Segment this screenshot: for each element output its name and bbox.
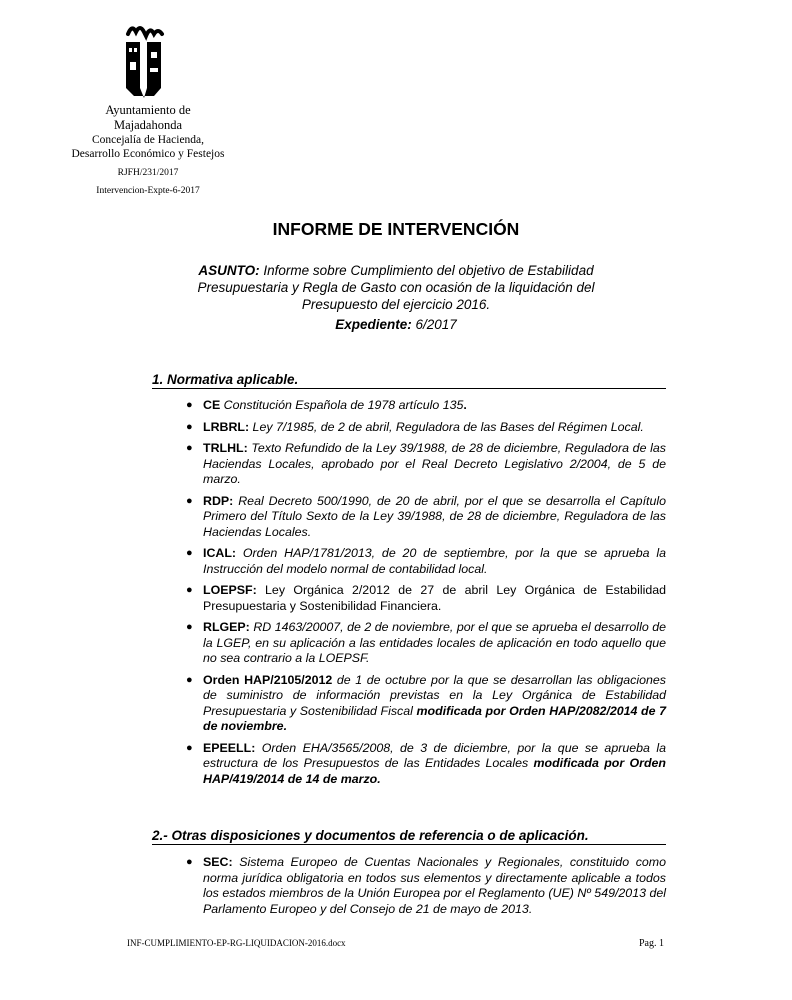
item-abbr: TRLHL: bbox=[203, 441, 248, 455]
item-abbr: RLGEP: bbox=[203, 620, 250, 634]
list-item bbox=[186, 673, 666, 735]
otras-disposiciones-list bbox=[186, 855, 666, 917]
section2-heading: 2.- Otras disposiciones y documentos de referencia o de aplicación. bbox=[152, 828, 666, 845]
bullet-icon: ● bbox=[186, 399, 193, 411]
item-abbr: LRBRL: bbox=[203, 419, 250, 434]
item-text: de 1 de octubre por la que se desarrollan las obligaciones de suministro de información previstas en la Ley Orgánica de Estabilidad Presupuestaria y Sostenibilidad Fiscal bbox=[203, 672, 666, 718]
org-name-line2: Majadahonda bbox=[113, 118, 183, 132]
bullet-icon: ● bbox=[186, 494, 193, 507]
item-abbr: EPEELL: bbox=[203, 740, 256, 755]
item-abbr: LOEPSF: bbox=[203, 583, 257, 597]
bullet-icon: ● bbox=[186, 673, 193, 686]
list-item bbox=[186, 441, 666, 488]
item-text: RD 1463/20007, de 2 de noviembre, por el que se aprueba el desarrollo de la LGEP, en su aplicación a las entidades locales de aplicación en todo aquello que no sea contrario a la LOEPSF. bbox=[203, 620, 666, 665]
coat-of-arms-icon bbox=[120, 22, 168, 100]
item-tail: modificada por Orden HAP/419/2014 de 14 de marzo. bbox=[203, 756, 666, 786]
asunto-block bbox=[190, 262, 602, 313]
asunto-label: ASUNTO: bbox=[198, 263, 260, 278]
list-item bbox=[186, 420, 666, 436]
item-abbr: RDP: bbox=[203, 493, 234, 508]
document-title: INFORME DE INTERVENCIÓN bbox=[272, 219, 520, 239]
footer-page-number: Pag. 1 bbox=[639, 938, 664, 949]
bullet-icon: ● bbox=[186, 621, 193, 633]
list-item bbox=[186, 741, 666, 788]
list-item bbox=[186, 494, 666, 541]
dept-line2: Desarrollo Económico y Festejos bbox=[71, 148, 225, 160]
bullet-icon: ● bbox=[186, 856, 193, 868]
bullet-icon: ● bbox=[186, 584, 193, 596]
bullet-icon: ● bbox=[186, 420, 193, 433]
item-text: Orden EHA/3565/2008, de 3 de diciembre, por la que se aprueba la estructura de los Presupuestos de las Entidades Locales bbox=[203, 740, 666, 770]
file-code: Intervencion-Expte-6-2017 bbox=[96, 186, 200, 196]
item-abbr: Orden HAP/2105/2012 bbox=[203, 672, 333, 687]
list-item bbox=[186, 583, 666, 614]
item-text: Ley 7/1985, de 2 de abril, Reguladora de las Bases del Régimen Local. bbox=[249, 419, 644, 434]
asunto-text: Informe sobre Cumplimiento del objetivo de Estabilidad Presupuestaria y Regla de Gasto con ocasión de la liquidación del Presupuesto del ejercicio 2016. bbox=[197, 263, 595, 312]
footer-filename: INF-CUMPLIMIENTO-EP-RG-LIQUIDACION-2016.docx bbox=[127, 938, 346, 948]
expediente-label: Expediente: bbox=[335, 317, 412, 332]
item-text: Orden HAP/1781/2013, de 20 de septiembre, por la que se aprueba la Instrucción del modelo normal de contabilidad local. bbox=[203, 546, 666, 576]
bullet-icon: ● bbox=[186, 741, 193, 754]
dept-line1: Concejalía de Hacienda, bbox=[91, 134, 205, 146]
normativa-list bbox=[186, 398, 666, 787]
item-abbr: SEC: bbox=[203, 855, 233, 869]
item-text: Sistema Europeo de Cuentas Nacionales y Regionales, constituido como norma jurídica obligatoria en todos sus elementos y directamente aplicable a todos los estados miembros de la Unión Europea por el Reglamento (UE) Nº 549/2013 del Parlamento Europeo y del Consejo de 21 de mayo de 2013. bbox=[203, 855, 666, 916]
item-abbr: CE bbox=[203, 398, 221, 412]
list-item bbox=[186, 620, 666, 667]
bullet-icon: ● bbox=[186, 547, 193, 559]
item-text: Texto Refundido de la Ley 39/1988, de 28 de diciembre, Reguladora de las Haciendas Locales, aprobado por el Real Decreto Legislativo 2/2004, de 5 de marzo. bbox=[203, 441, 666, 486]
list-item bbox=[186, 546, 666, 577]
list-item bbox=[186, 855, 666, 917]
expediente-line bbox=[0, 317, 792, 332]
ref-code: RJFH/231/2017 bbox=[117, 168, 179, 178]
org-name-line1: Ayuntamiento de bbox=[105, 103, 191, 117]
item-tail: . bbox=[463, 398, 467, 412]
item-abbr: ICAL: bbox=[203, 546, 237, 560]
item-tail: modificada por Orden HAP/2082/2014 de 7 de noviembre. bbox=[203, 703, 666, 733]
expediente-value: 6/2017 bbox=[411, 317, 457, 332]
section1-heading: 1. Normativa aplicable. bbox=[152, 372, 666, 389]
item-text: Constitución Española de 1978 artículo 135 bbox=[220, 398, 464, 412]
item-text: Real Decreto 500/1990, de 20 de abril, por el que se desarrolla el Capítulo Primero del Título Sexto de la Ley 39/1988, de 28 de diciembre, Reguladora de las Haciendas Locales. bbox=[203, 493, 666, 539]
masthead bbox=[60, 103, 236, 197]
list-item bbox=[186, 398, 666, 414]
item-text: Ley Orgánica 2/2012 de 27 de abril Ley Orgánica de Estabilidad Presupuestaria y Sostenibilidad Financiera. bbox=[203, 583, 666, 613]
bullet-icon: ● bbox=[186, 442, 193, 454]
